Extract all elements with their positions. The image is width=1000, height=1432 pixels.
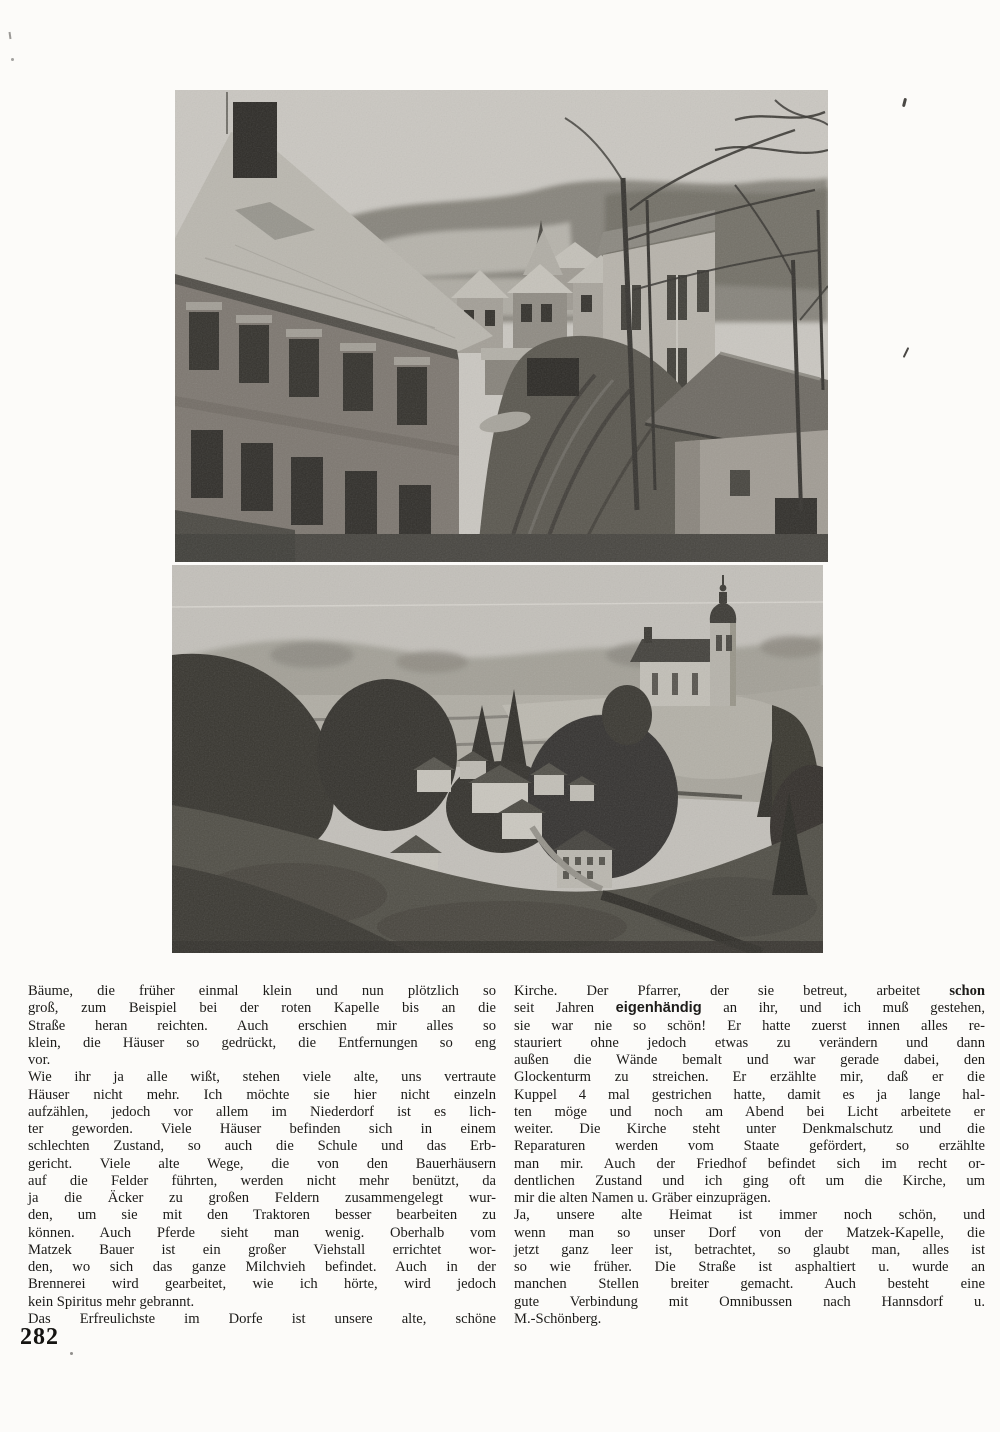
text-column-right [514,983,985,1328]
scan-speck [902,98,907,107]
text-line: Kuppel 4 mal gestrichen hatte, damit es ja lange hal- [514,1086,985,1103]
text-line: gute Verbindung mit Omnibussen nach Hannsdorf u. [514,1293,985,1310]
text-line: können. Auch Pferde sieht man wenig. Oberhalb vom [28,1224,496,1241]
scan-speck [70,1352,73,1355]
text-line: den, um sie mit den Traktoren besser bearbeiten zu [28,1207,496,1224]
text-line: ten möge und noch am Abend bei Licht arbeitete er [514,1103,985,1120]
text-line: auf die Felder führten, werden nicht mehr benützt, da [28,1172,496,1189]
text-line: Ja, unsere alte Heimat ist immer noch schön, und [514,1207,985,1224]
text-line: M.-Schönberg. [514,1310,602,1327]
text-line: Wie ihr ja alle wißt, stehen viele alte, uns vertraute [28,1069,496,1086]
text-line: Das Erfreulichste im Dorfe ist unsere alte, schöne [28,1310,496,1327]
text-line: außen die Wände bemalt und war gerade dabei, den [514,1052,985,1068]
film-grain [175,90,828,562]
text-line: wenn man so unser Dorf von der Matzek-Kapelle, die [514,1224,985,1241]
text-line: Brennerei wird gearbeitet, wie ich hörte, wird jedoch [28,1276,496,1293]
text-line: man mir. Auch der Friedhof befindet sich im recht or- [514,1155,985,1172]
text-line: klein, die Häuser so gedrückt, die Entfernungen so eng [28,1034,496,1051]
text-line: aufzählen, jedoch vor allem im Niederdorf ist es lich- [28,1103,496,1120]
text-line: jetzt ganz leer ist, betrachtet, so glaubt man, alles ist [514,1241,985,1258]
valley-photo-illustration [172,565,823,953]
bold-text: schon [949,983,985,999]
text-line: dentlichen Zustand und ich ging oft um die Kirche, um [514,1172,985,1189]
text-line: kein Spiritus mehr gebrannt. [28,1293,195,1310]
text-line: schlechten Zustand, so auch die Schule und das Erb- [28,1138,496,1155]
text-line: ja die Äcker zu großen Feldern zusammengelegt wur- [28,1190,496,1206]
film-grain [172,565,823,953]
text-line: vor. [28,1052,51,1068]
page-number: 282 [20,1324,59,1350]
scan-speck [11,58,14,61]
text-line: Straße heran reichten. Auch erschien mir alles so [28,1017,496,1034]
text-line: Bäume, die früher einmal klein und nun plötzlich so [28,983,496,999]
bold-sans-text: eigenhändig [615,1000,702,1017]
text-line: Glockenturm zu streichen. Er erzählte mir, daß er die [514,1069,985,1086]
text-line: Matzek Bauer ist ein großer Viehstall errichtet wor- [28,1241,496,1258]
text-line: gericht. Viele alte Wege, die von den Bauerhäusern [28,1155,496,1172]
text-line: mir die alten Namen u. Gräber einzuprägen. [514,1190,771,1206]
scan-speck [9,32,12,39]
text-line: weiter. Die Kirche steht unter Denkmalschutz und die [514,1121,985,1137]
text-line: so wie früher. Die Straße ist asphaltiert u. wurde an [514,1259,985,1275]
text-line: ter geworden. Viele Häuser befinden sich in einem [28,1121,496,1137]
text-line: manchen Stellen breiter gemacht. Auch besteht eine [514,1276,985,1293]
text-line: sie war nie so schön! Er hatte zuerst innen alles re- [514,1017,985,1034]
text-line: seit Jahren eigenhändig an ihr, und ich muß gestehen, [514,1000,985,1017]
text-column-left [28,983,496,1328]
text-line: Kirche. Der Pfarrer, der sie betreut, arbeitet schon [514,983,985,999]
text-line: groß, zum Beispiel bei der roten Kapelle bis an die [28,1000,496,1017]
text-line: stauriert ohne jedoch etwas zu verändern und dann [514,1034,985,1051]
street-photo-illustration [175,90,828,562]
text-line: den, wo sich das ganze Milchvieh befindet. Auch in der [28,1259,496,1275]
scan-speck [903,347,910,358]
photo-street-view [175,90,828,562]
photo-valley-view [172,565,823,953]
text-line: Reparaturen werden vom Staate gefördert, so erzählte [514,1138,985,1155]
text-line: Häuser nicht mehr. Ich möchte sie hier nicht einzeln [28,1086,496,1103]
